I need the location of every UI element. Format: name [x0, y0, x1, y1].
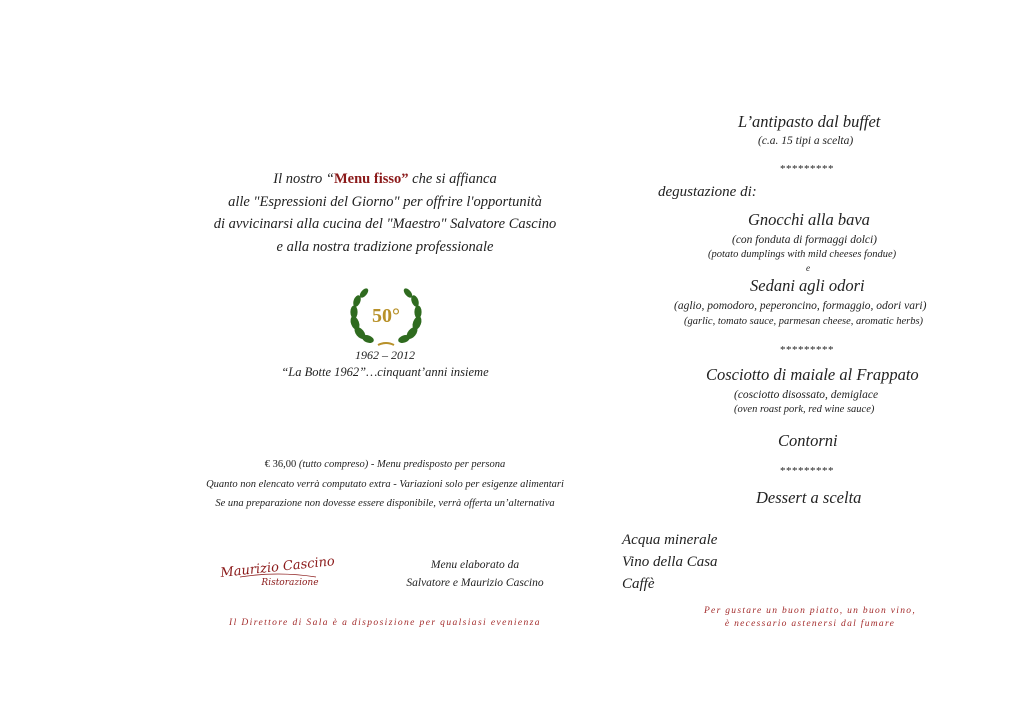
- conjunction-e: e: [806, 263, 810, 273]
- price-value: € 36,00: [264, 459, 297, 470]
- maurizio-cascino-logo: [219, 553, 336, 593]
- menu-fisso-highlight: Menu fisso”: [333, 171, 409, 187]
- logo-subtitle: Ristorazione: [261, 578, 319, 588]
- anniversary-years: 1962 – 2012: [355, 348, 415, 362]
- laurel-wreath-icon: [348, 287, 424, 349]
- course-antipasto: L’antipasto dal buffet: [738, 112, 881, 131]
- price-note: (tutto compreso) - Menu predisposto per persona: [298, 459, 506, 470]
- course-cosciotto: Cosciotto di maiale al Frappato: [706, 365, 919, 384]
- credits-line-1: Menu elaborato da: [430, 559, 520, 571]
- degustazione-label: degustazione di:: [658, 184, 757, 200]
- sedani-description-it: (aglio, pomodoro, peperoncino, formaggio, odori vari): [674, 300, 927, 312]
- pricing-block: [180, 455, 590, 514]
- no-smoking-line-2: è necessario astenersi dal fumare: [724, 619, 896, 629]
- course-contorni: Contorni: [778, 431, 838, 450]
- extra-note: Quanto non elencato verrà computato extra - Variazioni solo per esigenze alimentari: [206, 478, 564, 490]
- cosciotto-description-en: (oven roast pork, red wine sauce): [734, 404, 875, 415]
- intro-text: [180, 168, 590, 258]
- intro-line-4: e alla nostra tradizione professionale: [276, 238, 494, 255]
- credits-line-2: Salvatore e Maurizio Cascino: [406, 577, 544, 589]
- no-smoking-line-1: Per gustare un buon piatto, un buon vino,: [703, 606, 917, 616]
- logo-name: Maurizio Cascino: [219, 554, 336, 581]
- price-line: [180, 455, 590, 475]
- course-dessert: Dessert a scelta: [756, 488, 862, 507]
- drinks-list: [622, 529, 718, 595]
- drink-item: Acqua minerale: [622, 532, 718, 548]
- alternative-note: Se una preparazione non dovesse essere disponibile, verrà offerta un’alternativa: [215, 498, 555, 509]
- drink-item: Vino della Casa: [622, 554, 718, 570]
- course-sedani: Sedani agli odori: [750, 276, 865, 295]
- intro-line-2: alle "Espressioni del Giorno" per offrire l'opportunità: [228, 193, 542, 210]
- director-note: Il Direttore di Sala è a disposizione per qualsiasi evenienza: [229, 618, 541, 628]
- gnocchi-description-it: (con fonduta di formaggi dolci): [732, 234, 878, 246]
- credits: [395, 556, 555, 592]
- cosciotto-description-it: (cosciotto disossato, demiglace: [734, 389, 879, 401]
- separator-3: *********: [780, 465, 834, 477]
- sedani-description-en: (garlic, tomato sauce, parmesan cheese, aromatic herbs): [684, 316, 924, 327]
- separator-1: *********: [780, 163, 834, 175]
- wreath-badge-text: 50°: [372, 305, 400, 327]
- separator-2: *********: [780, 344, 834, 356]
- no-smoking-note: [680, 605, 940, 631]
- drink-item: Caffè: [622, 576, 655, 592]
- anniversary-tagline: “La Botte 1962”…cinquant’anni insieme: [281, 365, 489, 379]
- course-gnocchi: Gnocchi alla bava: [748, 210, 870, 229]
- intro-line-1: Il nostro “Menu fisso” che si affianca: [273, 171, 497, 187]
- intro-line-3: di avvicinarsi alla cucina del "Maestro" Salvatore Cascino: [213, 216, 557, 232]
- gnocchi-description-en: (potato dumplings with mild cheeses fondue): [708, 249, 897, 260]
- antipasto-note: (c.a. 15 tipi a scelta): [758, 135, 854, 147]
